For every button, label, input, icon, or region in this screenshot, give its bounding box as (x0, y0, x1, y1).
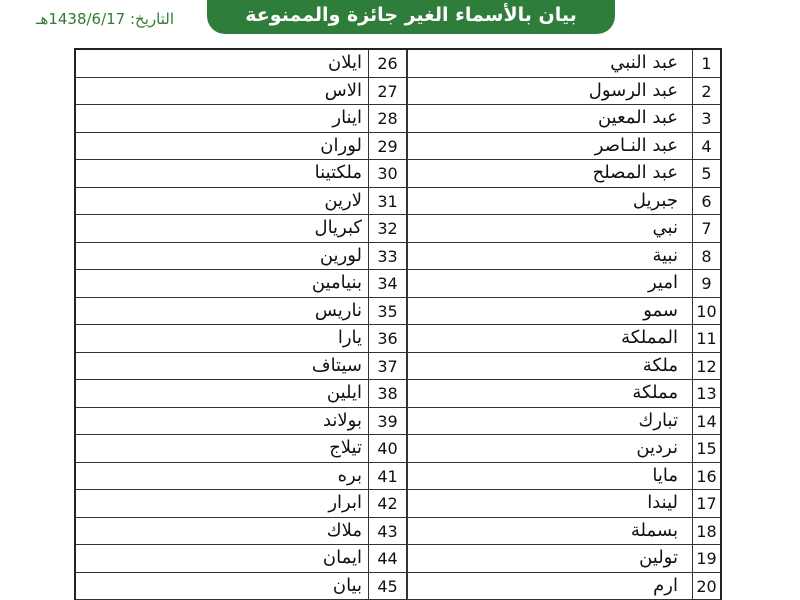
table-row (76, 188, 720, 216)
number-cell: 34 (368, 270, 407, 297)
number-cell: 13 (692, 380, 720, 407)
number-cell: 20 (692, 573, 720, 600)
name-cell: تيلاج (329, 437, 362, 458)
table-row (76, 133, 720, 161)
name-cell: عبد النبي (407, 50, 692, 77)
number-cell: 35 (368, 298, 407, 325)
number-cell: 17 (692, 490, 720, 517)
table-row (76, 518, 720, 546)
table-row (76, 380, 720, 408)
name-cell: عبد المعين (407, 105, 692, 132)
name-cell: يارا (337, 327, 362, 348)
name-cell: ايمان (322, 547, 362, 568)
number-cell: 7 (692, 215, 720, 242)
name-cell: ارم (407, 573, 692, 600)
number-cell: 1 (692, 50, 720, 77)
name-cell: بنيامين (311, 272, 362, 293)
name-cell: المملكة (407, 325, 692, 352)
name-cell: بولاند (322, 409, 362, 431)
number-cell: 36 (368, 325, 407, 352)
number-cell: 30 (368, 160, 407, 187)
name-cell: لوران (320, 134, 362, 156)
name-cell: ايلان (328, 52, 362, 73)
name-cell: عبد المصلح (407, 160, 692, 187)
table-row (76, 215, 720, 243)
number-cell: 33 (368, 243, 407, 270)
table-row (76, 160, 720, 188)
name-cell: ابرار (328, 492, 362, 513)
name-cell: جبريل (407, 188, 692, 215)
number-cell: 29 (368, 133, 407, 160)
name-cell: الاس (324, 79, 362, 101)
table-row (76, 78, 720, 106)
name-cell: كبريال (314, 217, 362, 238)
number-cell: 16 (692, 463, 720, 490)
number-cell: 26 (368, 50, 407, 77)
name-cell: اينار (332, 107, 362, 128)
number-cell: 41 (368, 463, 407, 490)
number-cell: 37 (368, 353, 407, 380)
name-cell: عبد الرسول (407, 78, 692, 105)
name-cell: سيتاف (311, 354, 362, 376)
name-cell: ملكتينا (314, 162, 362, 183)
name-cell: بيان (332, 574, 362, 596)
name-cell: تولين (407, 545, 692, 572)
number-cell: 15 (692, 435, 720, 462)
name-cell: ليندا (407, 490, 692, 517)
number-cell: 32 (368, 215, 407, 242)
name-cell: ايلين (326, 382, 362, 403)
number-cell: 6 (692, 188, 720, 215)
number-cell: 44 (368, 545, 407, 572)
number-cell: 8 (692, 243, 720, 270)
number-cell: 18 (692, 518, 720, 545)
name-cell: لارين (324, 189, 362, 211)
table-row (76, 270, 720, 298)
name-cell: ناريس (314, 299, 362, 321)
table-row (76, 243, 720, 271)
number-cell: 19 (692, 545, 720, 572)
table-row (76, 298, 720, 326)
name-cell: مايا (407, 463, 692, 490)
name-cell: بره (337, 464, 362, 486)
name-cell: نردين (407, 435, 692, 462)
table-row (76, 463, 720, 491)
number-cell: 2 (692, 78, 720, 105)
number-cell: 31 (368, 188, 407, 215)
number-cell: 45 (368, 573, 407, 600)
table-row (76, 50, 720, 78)
table-row (76, 545, 720, 573)
date-label: التاريخ: 1438/6/17هـ (36, 10, 174, 28)
number-cell: 11 (692, 325, 720, 352)
number-cell: 14 (692, 408, 720, 435)
name-cell: امير (407, 270, 692, 297)
table-row (76, 490, 720, 518)
name-cell: تبارك (407, 408, 692, 435)
name-cell: عبد النـاصر (407, 133, 692, 160)
number-cell: 10 (692, 298, 720, 325)
number-cell: 27 (368, 78, 407, 105)
name-cell: بسملة (407, 518, 692, 545)
name-cell: نبية (407, 243, 692, 270)
table-row (76, 408, 720, 436)
name-cell: ملاك (326, 519, 362, 541)
number-cell: 4 (692, 133, 720, 160)
number-cell: 3 (692, 105, 720, 132)
number-cell: 38 (368, 380, 407, 407)
number-cell: 28 (368, 105, 407, 132)
number-cell: 40 (368, 435, 407, 462)
name-cell: سمو (407, 298, 692, 325)
name-cell: لورين (319, 244, 362, 266)
table-row (76, 353, 720, 381)
number-cell: 42 (368, 490, 407, 517)
number-cell: 9 (692, 270, 720, 297)
number-cell: 5 (692, 160, 720, 187)
number-cell: 43 (368, 518, 407, 545)
table-row (76, 573, 720, 600)
table-row (76, 325, 720, 353)
name-cell: نبي (407, 215, 692, 242)
page-title: بيان بالأسماء الغير جائزة والممنوعة (207, 0, 615, 34)
names-table (74, 48, 722, 600)
name-cell: ملكة (407, 353, 692, 380)
table-row (76, 435, 720, 463)
name-cell: مملكة (407, 380, 692, 407)
table-row (76, 105, 720, 133)
number-cell: 12 (692, 353, 720, 380)
number-cell: 39 (368, 408, 407, 435)
